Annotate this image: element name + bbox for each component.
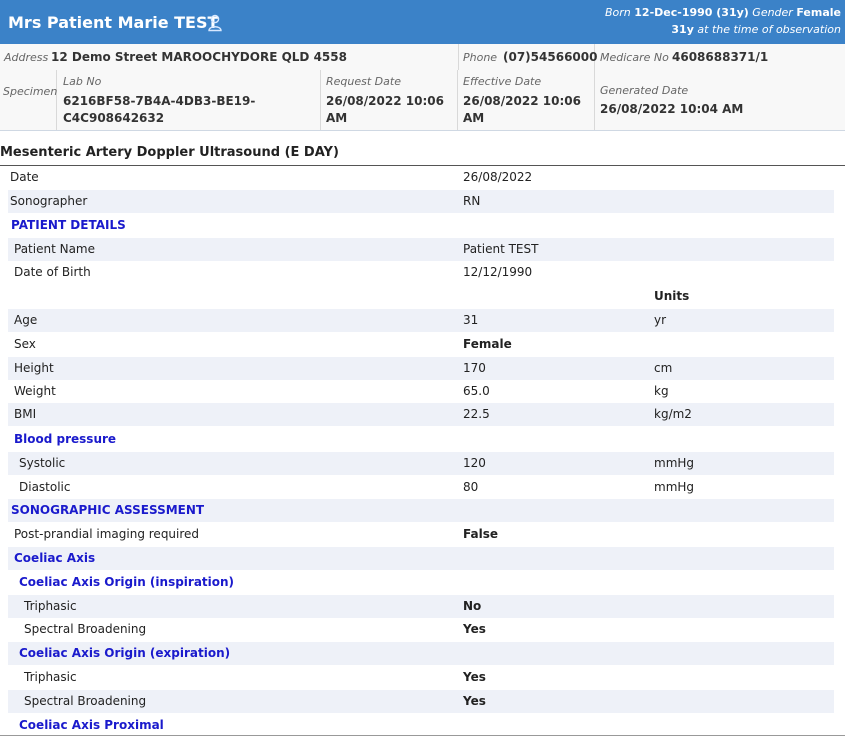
units-header-row bbox=[8, 285, 834, 308]
subsection-heading bbox=[8, 642, 834, 665]
table-row bbox=[8, 403, 834, 426]
row-value: Female bbox=[463, 337, 512, 351]
subsection-label: Coeliac Axis Proximal bbox=[19, 718, 164, 732]
row-value: Yes bbox=[463, 694, 486, 708]
row-label: Sex bbox=[14, 337, 36, 351]
section-heading bbox=[8, 499, 834, 522]
born-label: Born bbox=[604, 6, 631, 19]
table-row bbox=[8, 523, 834, 546]
row-value: 80 bbox=[463, 480, 479, 494]
patient-name: Mrs Patient Marie TEST bbox=[8, 13, 219, 32]
subsection-heading bbox=[8, 714, 834, 737]
patient-header bbox=[0, 0, 845, 44]
medicare-label: Medicare No bbox=[600, 51, 669, 64]
generated-date-value: 26/08/2022 10:04 AM bbox=[600, 102, 744, 116]
row-value: 65.0 bbox=[463, 384, 490, 398]
row-value: Patient TEST bbox=[463, 242, 539, 256]
phone-label: Phone bbox=[463, 51, 498, 64]
born-value: 12-Dec-1990 (31y) bbox=[634, 6, 749, 19]
row-unit: kg bbox=[654, 384, 669, 398]
row-value: 22.5 bbox=[463, 407, 490, 421]
section-label: Blood pressure bbox=[14, 432, 117, 446]
row-label: Height bbox=[14, 361, 54, 375]
subsection-label: Coeliac Axis Origin (expiration) bbox=[19, 646, 231, 660]
table-row bbox=[8, 238, 834, 261]
row-label: Spectral Broadening bbox=[24, 622, 147, 636]
specimen-label: Specimen bbox=[3, 85, 58, 98]
row-label: Post-prandial imaging required bbox=[14, 527, 200, 541]
table-row bbox=[8, 357, 834, 380]
row-label: Systolic bbox=[19, 456, 66, 470]
units-header: Units bbox=[654, 289, 690, 303]
subsection-label: Coeliac Axis Origin (inspiration) bbox=[19, 575, 235, 589]
table-row bbox=[8, 476, 834, 499]
address-row bbox=[0, 44, 845, 71]
row-value: 12/12/1990 bbox=[463, 265, 533, 279]
gender-label: Gender bbox=[752, 6, 793, 19]
table-row bbox=[8, 618, 834, 641]
row-value: Yes bbox=[463, 622, 486, 636]
table-row bbox=[8, 309, 834, 332]
section-label: PATIENT DETAILS bbox=[11, 218, 126, 232]
table-row bbox=[8, 452, 834, 475]
address-value: 12 Demo Street MAROOCHYDORE QLD 4558 bbox=[51, 50, 347, 64]
table-row bbox=[8, 190, 834, 213]
row-label: BMI bbox=[14, 407, 37, 421]
effective-date-value-2: AM bbox=[463, 111, 485, 125]
table-row bbox=[8, 166, 834, 189]
row-value: False bbox=[463, 527, 498, 541]
row-value: 26/08/2022 bbox=[463, 170, 533, 184]
row-value: 31 bbox=[463, 313, 479, 327]
row-label: Sonographer bbox=[10, 194, 88, 208]
table-row bbox=[8, 333, 834, 356]
user-icon bbox=[207, 14, 223, 32]
table-row bbox=[8, 690, 834, 713]
specimen-row bbox=[0, 70, 845, 131]
request-date-value-2: AM bbox=[326, 111, 348, 125]
row-value: 120 bbox=[463, 456, 486, 470]
gender-value: Female bbox=[796, 6, 841, 19]
section-label: Coeliac Axis bbox=[14, 551, 96, 565]
labno-value-1: 6216BF58-7B4A-4DB3-BE19- bbox=[63, 94, 256, 108]
section-heading bbox=[8, 547, 834, 570]
effective-date-label: Effective Date bbox=[463, 75, 542, 88]
report-title: Mesenteric Artery Doppler Ultrasound (E DAY) bbox=[0, 145, 339, 160]
medicare-value: 4608688371/1 bbox=[672, 50, 769, 64]
row-value: No bbox=[463, 599, 482, 613]
age-value: 31y bbox=[671, 23, 694, 36]
row-label: Date of Birth bbox=[14, 265, 91, 279]
row-label: Triphasic bbox=[24, 599, 77, 613]
row-label: Spectral Broadening bbox=[24, 694, 147, 708]
row-value: Yes bbox=[463, 670, 486, 684]
age-note: at the time of observation bbox=[697, 23, 841, 36]
request-date-label: Request Date bbox=[326, 75, 401, 88]
row-label: Patient Name bbox=[14, 242, 95, 256]
subsection-heading bbox=[8, 571, 834, 594]
row-label: Age bbox=[14, 313, 38, 327]
row-unit: kg/m2 bbox=[654, 407, 692, 421]
table-row bbox=[8, 380, 834, 403]
row-label: Diastolic bbox=[19, 480, 71, 494]
effective-date-value-1: 26/08/2022 10:06 bbox=[463, 94, 581, 108]
section-label: SONOGRAPHIC ASSESSMENT bbox=[11, 503, 205, 517]
patient-demographics bbox=[605, 4, 841, 38]
labno-label: Lab No bbox=[63, 75, 102, 88]
row-unit: yr bbox=[654, 313, 667, 327]
row-label: Weight bbox=[14, 384, 56, 398]
request-date-value-1: 26/08/2022 10:06 bbox=[326, 94, 444, 108]
row-unit: cm bbox=[654, 361, 673, 375]
generated-date-label: Generated Date bbox=[600, 84, 689, 97]
row-label: Triphasic bbox=[24, 670, 77, 684]
row-value: 170 bbox=[463, 361, 486, 375]
row-value: RN bbox=[463, 194, 481, 208]
section-heading bbox=[8, 428, 834, 451]
phone-value: (07)54566000 bbox=[503, 50, 598, 64]
bottom-divider bbox=[0, 735, 845, 736]
labno-value-2: C4C908642632 bbox=[63, 111, 165, 125]
table-row bbox=[8, 261, 834, 284]
row-label: Date bbox=[10, 170, 39, 184]
row-unit: mmHg bbox=[654, 456, 695, 470]
table-row bbox=[8, 595, 834, 618]
row-unit: mmHg bbox=[654, 480, 695, 494]
table-row bbox=[8, 666, 834, 689]
section-heading bbox=[8, 214, 834, 237]
address-label: Address bbox=[4, 51, 49, 64]
